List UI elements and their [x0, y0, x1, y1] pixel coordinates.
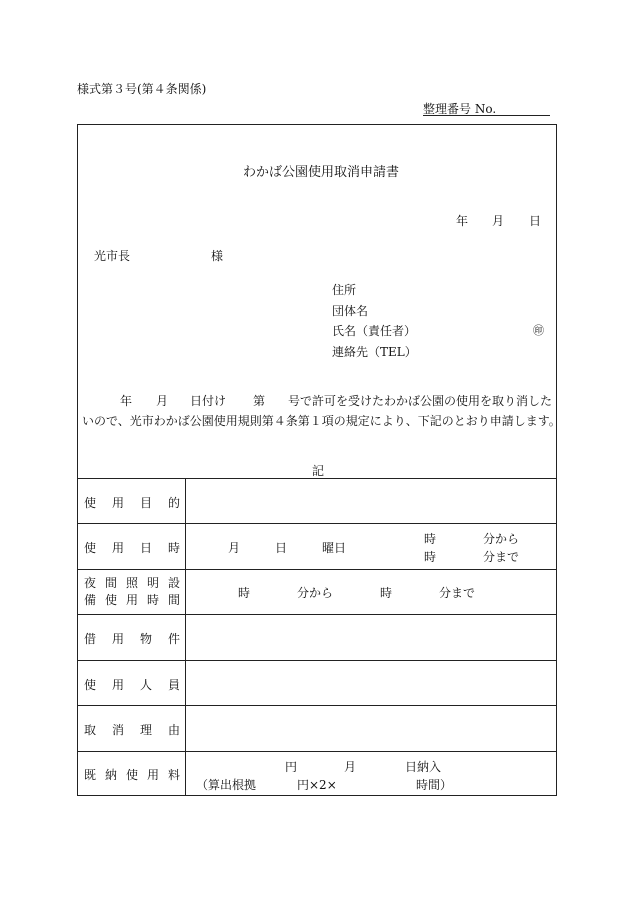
field-name: 氏名（責任者）	[332, 324, 417, 338]
datetime-weekday: 曜日	[322, 541, 347, 555]
row-label-items: 借 用 物 件	[84, 632, 180, 646]
row-label-fee-paid: 既 納 使 用 料	[84, 768, 180, 782]
row-label-purpose: 使 用 目 的	[84, 496, 180, 510]
lighting-end-hour: 時	[380, 586, 393, 600]
body-line1-rest: 号で許可を受けたわかば公園の使用を取り消した	[288, 394, 553, 408]
document-title: わかば公園使用取消申請書	[243, 165, 400, 180]
form-number-label: 様式第３号(第４条関係)	[77, 82, 207, 96]
row-rule	[78, 705, 556, 706]
body-dated: 日付け	[190, 394, 227, 408]
row-rule	[78, 523, 556, 524]
row-rule	[78, 614, 556, 615]
fee-month: 月	[344, 760, 357, 774]
body-year: 年	[120, 394, 133, 408]
field-address: 住所	[332, 283, 357, 297]
row-label-lighting-line2: 備 使 用 時 間	[84, 593, 180, 607]
row-label-datetime: 使 用 日 時	[84, 541, 180, 555]
addressee: 光市長	[94, 249, 131, 263]
field-contact: 連絡先（TEL）	[332, 345, 417, 359]
fee-basis-rate: 円×2×	[297, 778, 337, 792]
column-divider	[185, 478, 186, 796]
lighting-end-min: 分まで	[439, 586, 476, 600]
date-year: 年	[456, 214, 469, 228]
body-line2: いので、光市わかば公園使用規則第４条第１項の規定により、下記のとおり申請します。	[82, 414, 561, 428]
fee-basis-open: （算出根拠	[196, 778, 257, 792]
fee-basis-hours: 時間）	[416, 778, 453, 792]
honorific: 様	[211, 249, 224, 263]
datetime-month: 月	[228, 541, 241, 555]
field-organization: 団体名	[332, 304, 369, 318]
body-number-prefix: 第	[253, 394, 266, 408]
row-label-attendees: 使 用 人 員	[84, 678, 180, 692]
datetime-start-min: 分から	[483, 532, 520, 546]
row-rule	[78, 660, 556, 661]
date-day: 日	[529, 214, 542, 228]
lighting-start-hour: 時	[238, 586, 251, 600]
date-month: 月	[492, 214, 505, 228]
row-label-cancel-reason: 取 消 理 由	[84, 723, 180, 737]
reference-number-label: 整理番号 No.	[423, 102, 497, 116]
reference-number-underline	[423, 115, 550, 116]
datetime-start-hour: 時	[424, 532, 437, 546]
datetime-end-hour: 時	[424, 550, 437, 564]
seal-mark: ㊞	[533, 324, 544, 337]
datetime-end-min: 分まで	[483, 550, 520, 564]
lighting-start-min: 分から	[297, 586, 334, 600]
ki-label: 記	[312, 464, 325, 478]
row-rule	[78, 569, 556, 570]
body-month: 月	[156, 394, 169, 408]
fee-yen: 円	[285, 760, 298, 774]
fee-paid-day: 日納入	[405, 760, 442, 774]
application-form-box	[77, 124, 561, 796]
row-rule	[78, 751, 556, 752]
datetime-day: 日	[275, 541, 288, 555]
row-label-lighting-line1: 夜 間 照 明 設	[84, 576, 180, 590]
table-top-rule	[78, 478, 556, 479]
